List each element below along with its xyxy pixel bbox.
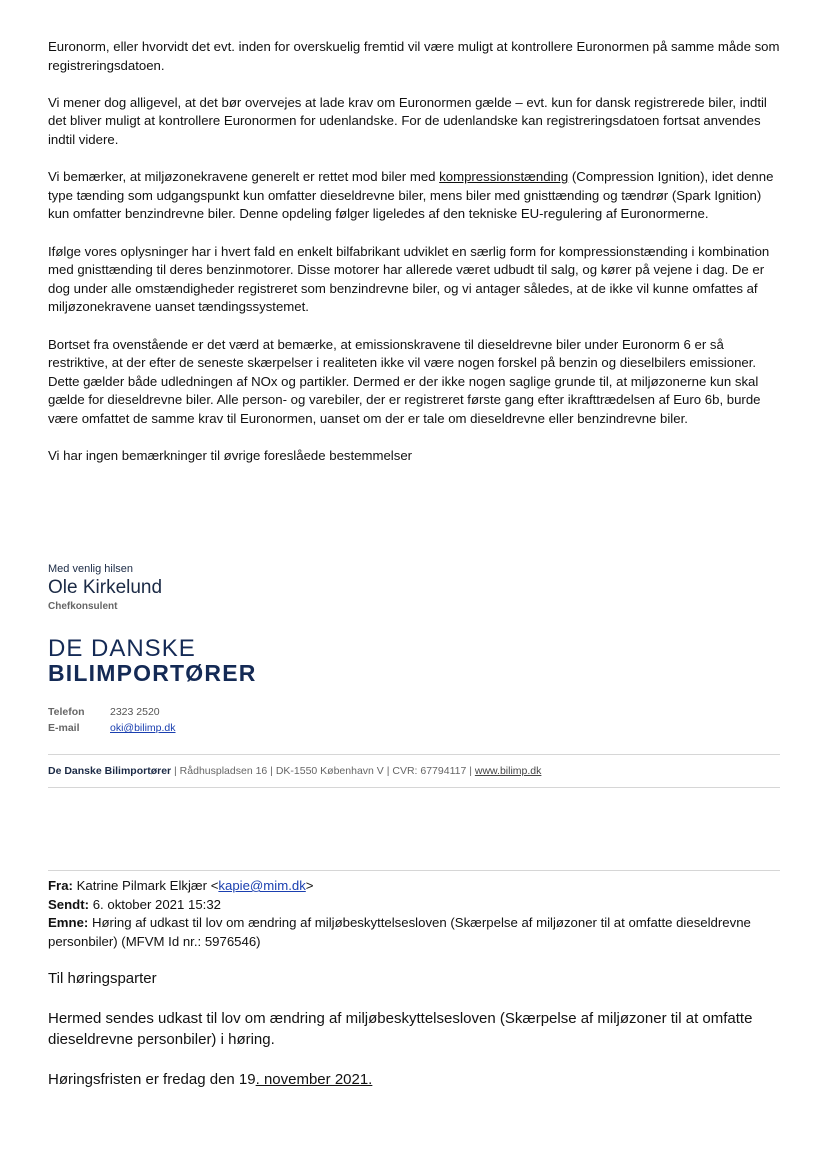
forwarded-email [48, 870, 780, 1090]
letter-body [48, 38, 780, 466]
company-footer [48, 755, 780, 787]
sent-label: Sendt: [48, 896, 90, 912]
signer-name: Ole Kirkelund [48, 577, 163, 598]
paragraph-6: Vi har ingen bemærkninger til øvrige foreslåede bestemmelser [48, 448, 413, 464]
footer-bottom-divider [48, 787, 780, 788]
footer-details: | Rådhuspladsen 16 | DK-1550 København V | CVR: 67794117 | [171, 765, 475, 777]
contact-info [48, 704, 780, 736]
company-logo [48, 636, 780, 686]
sent-value: 6. oktober 2021 15:32 [89, 896, 222, 912]
footer-org: De Danske Bilimportører [48, 765, 172, 777]
paragraph-4: Ifølge vores oplysninger har i hvert fald en enkelt bilfabrikant udviklet en særlig form for kompressionstænding i kombination med gnisttænding til deres benzinmotorer. Disse motorer har allerede været udbudt til salg, og kører på vejene i dag. De er dog under alle omstændigheder registreret som benzindrevne biler, og vi antager således, at de ikke vil kunne omfattes af miljøzonekravene uanset tændingssystemet. [48, 243, 770, 315]
email-deadline [48, 1069, 780, 1090]
paragraph-2: Vi mener dog alligevel, at det bør overvejes at lade krav om Euronormen gælde – evt. kun for dansk registrerede biler, indtil det bliver muligt at kontrollere Euronormen for udenlandske. For de udenlandske kan registreringsdatoen fortsat anvendes indtil videre. [48, 94, 767, 147]
from-label: Fra: [48, 878, 73, 893]
subject-value: Høring af udkast til lov om ændring af miljøbeskyttelsesloven (Skærpelse af miljøzoner til at omfatte dieseldrevne personbiler) (MFVM Id nr.: 5976546) [48, 915, 751, 949]
email-message: Hermed sendes udkast til lov om ændring af miljøbeskyttelsesloven (Skærpelse af miljøzoner til at omfatte dieseldrevne personbiler) i høring. [48, 1010, 753, 1049]
email-label: E-mail [48, 722, 80, 734]
from-name: Katrine Pilmark Elkjær < [72, 878, 219, 893]
paragraph-5: Bortset fra ovenstående er det værd at bemærke, at emissionskravene til dieseldrevne biler under Euronorm 6 er så restriktive, at der efter de seneste skærpelser i realiteten ikke vil være nogen forskel på benzin og dieselbilers emissioner. Dette gælder både udledningen af NOx og partikler. Dermed er der ikke nogen saglige grunde til, at miljøzonerne kun skal gælde for dieseldrevne biler. Alle person- og varebiler, der er registreret første gang efter ikrafttrædelsen af Euro 6b, burde være omfattet de samme krav til Euronormen, uanset om der er tale om dieseldrevne eller benzindrevne biler. [48, 336, 761, 426]
from-line [48, 877, 780, 896]
subject-line [48, 914, 780, 951]
logo-line-1: DE DANSKE [48, 635, 196, 662]
phone-value: 2323 2520 [110, 706, 160, 718]
signer-title: Chefkonsulent [48, 601, 118, 612]
paragraph-1: Euronorm, eller hvorvidt det evt. inden for overskuelig fremtid vil være muligt at kontrollere Euronormen på samme måde som registreringsdatoen. [48, 39, 780, 73]
from-email-link[interactable]: kapie@mim.dk [218, 878, 306, 893]
paragraph-3-post: (Compression Ignition), idet denne type tænding som udgangspunkt kun omfatter dieseldrevne biler, mens biler med gnisttænding og tændrør (Spark Ignition) kun omfatter benzindrevne biler. Denne opdeling følger ligeledes af den tekniske EU-regulering af Euronormerne. [48, 169, 774, 222]
website-link[interactable]: www.bilimp.dk [474, 765, 542, 777]
deadline-date: . november 2021. [255, 1071, 373, 1089]
sent-line [48, 896, 780, 915]
email-salutation: Til høringsparter [48, 970, 157, 988]
signature-block [48, 563, 780, 788]
email-header [48, 877, 780, 951]
email-link[interactable]: oki@bilimp.dk [110, 722, 176, 734]
subject-label: Emne: [48, 915, 89, 931]
paragraph-3 [48, 168, 780, 224]
greeting: Med venlig hilsen [48, 563, 133, 575]
paragraph-3-pre: Vi bemærker, at miljøzonekravene generelt er rettet mod biler med [48, 169, 440, 185]
logo-line-2: BILIMPORTØRER [48, 660, 257, 686]
deadline-pre: Høringsfristen er fredag den 19 [48, 1071, 256, 1089]
email-divider [48, 870, 780, 871]
from-close: > [305, 878, 314, 893]
paragraph-3-underlined: kompressionstænding [439, 169, 569, 185]
phone-label: Telefon [48, 706, 85, 718]
